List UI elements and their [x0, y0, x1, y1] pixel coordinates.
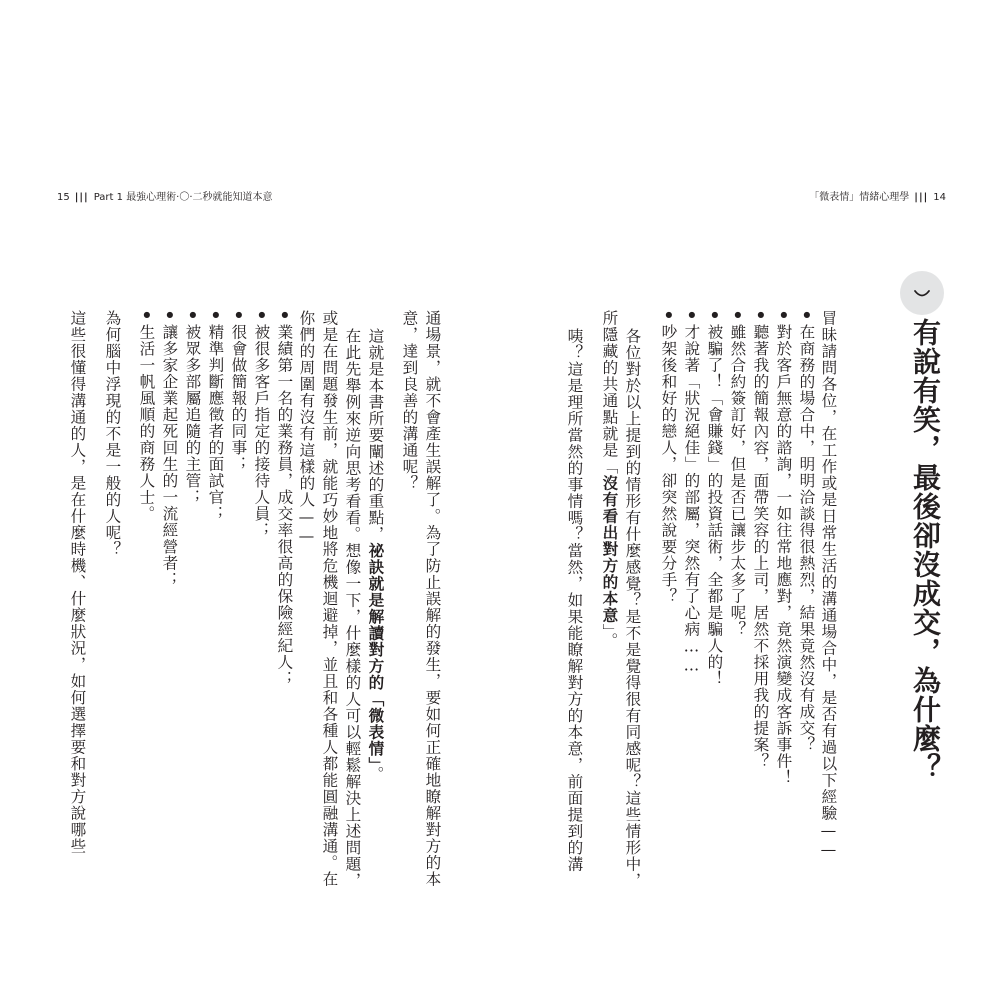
paragraph-line: 在此先舉例來逆向思考看看。想像一下，什麼樣的人可以輕鬆解決上述問題，	[343, 328, 362, 889]
list-item: ● 才說著「狀況絕佳」的部屬，突然有了心病……	[680, 310, 702, 675]
list-item: ● 被很多客戶指定的接待人員；	[250, 310, 272, 539]
paragraph-line: 意，達到良善的溝通呢？	[400, 310, 419, 492]
header-separator: |||	[74, 192, 89, 203]
header-separator: |||	[914, 192, 929, 203]
list-item: ● 被眾多部屬追隨的主管；	[181, 310, 203, 506]
running-head-left	[57, 191, 273, 205]
page-number-right: 14	[933, 192, 946, 203]
emphasis-text: 沒有看出對方的本意	[600, 475, 619, 624]
paragraph-line: 咦？這是理所當然的事情嗎？當然，如果能瞭解對方的本意，前面提到的溝	[565, 328, 584, 873]
list-item: ● 讓多家企業起死回生的一流經營者；	[158, 310, 180, 588]
paragraph-line: 這就是本書所要闡述的重點，祕訣就是解讀對方的「微表情」。	[366, 328, 385, 783]
chapter-title: 最強心理術‧〇‧二秒就能知道本意	[126, 192, 273, 203]
list-item: ● 業績第一名的業務員，成交率很高的保險經紀人；	[273, 310, 295, 687]
part-label: Part 1	[93, 192, 123, 203]
paragraph-line: 或是在問題發生前，就能巧妙地將危機迴避掉，並且和各種人都能圓融溝通。在	[320, 310, 339, 888]
list-item: ● 雖然合約簽訂好，但是否已讓步太多了呢？	[726, 310, 748, 638]
paragraph-line: 通場景，就不會產生誤解了。為了防止誤解的發生，要如何正確地瞭解對方的本	[423, 310, 442, 888]
paragraph-line: 所隱藏的共通點就是「沒有看出對方的本意」。	[600, 310, 619, 649]
paragraph-line: 為何腦中浮現的不是一般的人呢？	[103, 310, 122, 558]
list-item: ● 很會做簡報的同事；	[227, 310, 249, 473]
paragraph-line: 你們的周圍有沒有這樣的人——	[297, 310, 316, 546]
paragraph-line: 這些很懂得溝通的人，是在什麼時機、什麼狀況，如何選擇要和對方說哪些	[68, 310, 87, 855]
book-title: 「微表情」情緒心理學	[809, 192, 910, 203]
smile-icon	[900, 271, 944, 315]
section-title: 有說有笑，最後卻沒成交，為什麼？	[909, 318, 942, 782]
list-item: ● 生活一帆風順的商務人士。	[135, 310, 157, 522]
running-head-right	[809, 191, 946, 205]
paragraph-line: 各位對於以上提到的情形有什麼感覺？是不是覺得很有同感呢？這些情形中，	[623, 328, 642, 889]
list-item: ● 聽著我的簡報內容，面帶笑容的上司，居然不採用我的提案？	[749, 310, 771, 770]
page-number-left: 15	[57, 192, 70, 203]
list-item: ● 精準判斷應徵者的面試官；	[204, 310, 226, 522]
list-item: ● 被騙了！「會賺錢」的投資話術，全都是騙人的！	[703, 310, 725, 687]
list-item: ● 對於客戶無意的諮詢，一如往常地應對，竟然演變成客訴事件！	[772, 310, 794, 786]
emphasis-text: 祕訣就是解讀對方的「微表情」	[366, 542, 385, 766]
list-item: ● 在商務的場合中，明明洽談得很熱烈，結果竟然沒有成交？	[795, 310, 817, 753]
list-item: ● 吵架後和好的戀人，卻突然說要分手？	[657, 310, 679, 605]
intro-line: 冒昧請問各位，在工作或是日常生活的溝通場合中，是否有過以下經驗——	[819, 310, 838, 860]
